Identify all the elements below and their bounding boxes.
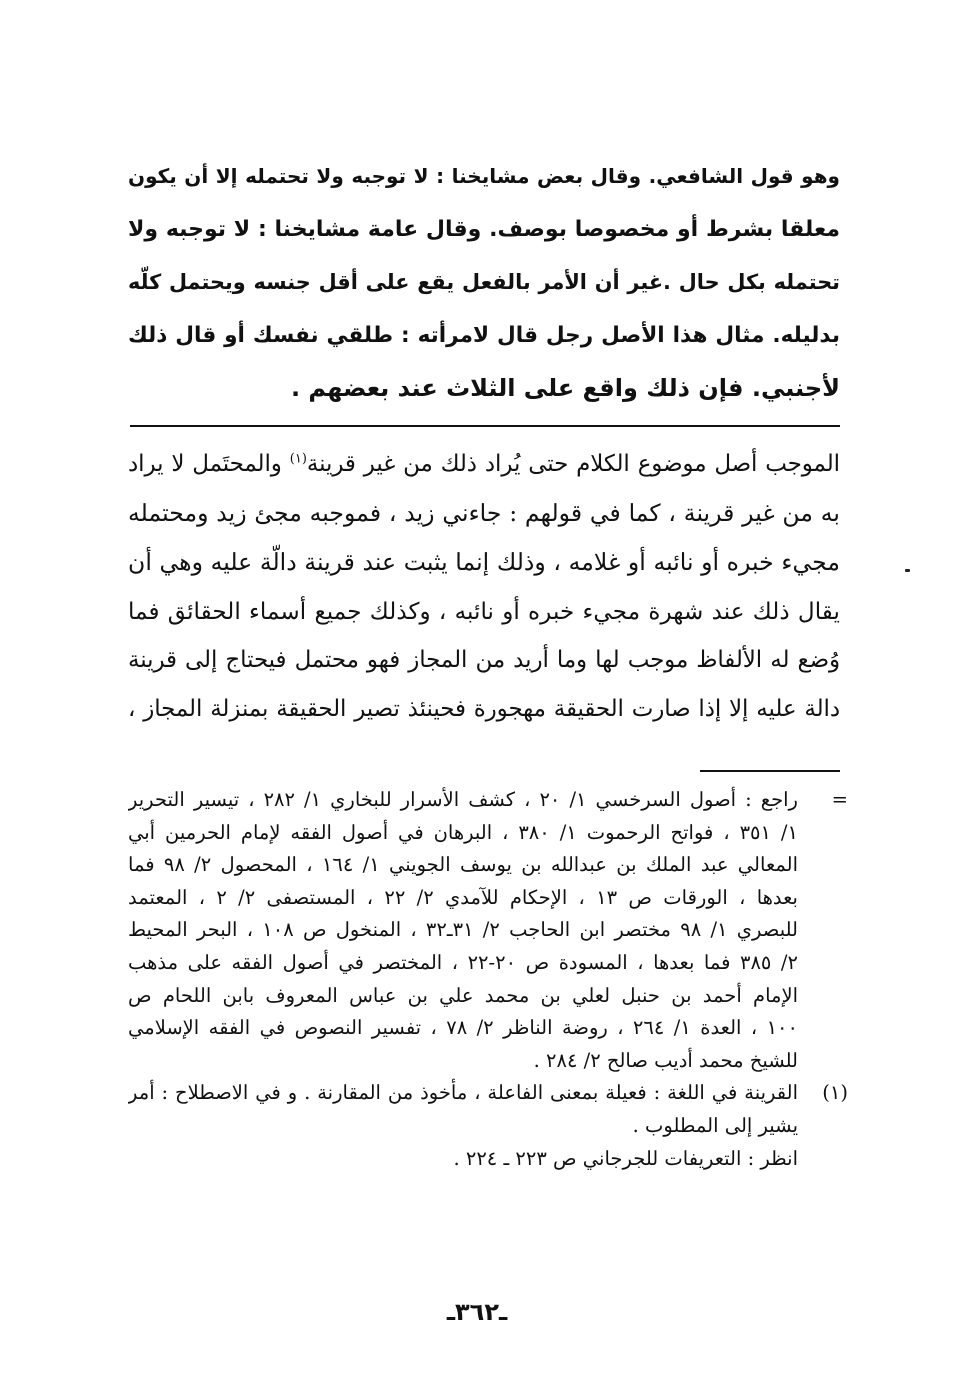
footnote-reference: (١) xyxy=(289,451,307,467)
section-divider xyxy=(130,425,840,427)
main-text-line: تحتمله بكل حال .غير أن الأمر بالفعل يقع على أقل جنسه ويحتمل كلّه xyxy=(128,270,840,294)
footnote-number: (١) xyxy=(822,1081,848,1105)
footnote-line: الإمام أحمد بن حنبل لعلي بن محمد علي بن عباس المعروف بابن اللحام ص xyxy=(128,983,798,1007)
footnote-line: بعدها ، الورقات ص ١٣ ، الإحكام للآمدي ٢/ ٢٢ ، المستصفى ٢/ ٢ ، المعتمد xyxy=(128,885,798,909)
commentary-line-start: الموجب أصل موضوع الكلام حتى يُراد ذلك من غير قرينة xyxy=(306,451,840,477)
commentary-line: يقال ذلك عند شهرة مجيء خبره أو نائبه ، وكذلك جميع أسماء الحقائق فما xyxy=(128,598,840,625)
footnote-line: للبصري ١/ ٩٨ مختصر ابن الحاجب ٢/ ٣١ـ٣٢ ، المنخول ص ١٠٨ ، البحر المحيط xyxy=(128,918,798,942)
footnote-line: انظر : التعريفات للجرجاني ص ٢٢٣ ـ ٢٢٤ . xyxy=(453,1146,798,1170)
footnote-line: ١/ ٣٥١ ، فواتح الرحموت ١/ ٣٨٠ ، البرهان في أصول الفقه لإمام الحرمين أبي xyxy=(128,820,798,844)
commentary-line: مجيء خبره أو نائبه أو غلامه ، وذلك إنما يثبت عند قرينة دالّة عليه وهي أن xyxy=(128,548,840,576)
margin-mark xyxy=(905,569,910,572)
footnote-line: للشيخ محمد أديب صالح ٢/ ٢٨٤ . xyxy=(533,1048,798,1072)
footnote-continuation xyxy=(128,784,848,1077)
main-text-line: وهو قول الشافعي. وقال بعض مشايخنا : لا توجبه ولا تحتمله إلا أن يكون xyxy=(128,164,840,188)
footnote-line: القرينة في اللغة : فعيلة بمعنى الفاعلة ، مأخوذ من المقارنة . و في الاصطلاح : أمر xyxy=(128,1081,798,1105)
footnote-line: راجع : أصول السرخسي ١/ ٢٠ ، كشف الأسرار للبخاري ١/ ٢٨٢ ، تيسير التحرير xyxy=(128,788,798,811)
commentary-line: دالة عليه إلا إذا صارت الحقيقة مهجورة فحينئذ تصير الحقيقة بمنزلة المجاز ، xyxy=(128,696,840,722)
footnote-line: ٢/ ٣٨٥ فما بعدها ، المسودة ص ٢٠-٢٢ ، المختصر في أصول الفقه على مذهب xyxy=(128,950,798,974)
commentary-line xyxy=(128,440,840,489)
commentary-line-end: والمحتَمل لا يراد xyxy=(128,451,290,477)
main-text-line: بدليله. مثال هذا الأصل رجل قال لامرأته : طلقي نفسك أو قال ذلك xyxy=(128,323,840,348)
footnote-1 xyxy=(128,1077,848,1175)
continuation-marker: = xyxy=(831,788,848,811)
footnote-line: المعالي عبد الملك بن عبدالله بن يوسف الجويني ١/ ١٦٤ ، المحصول ٢/ ٩٨ فما xyxy=(128,853,798,877)
main-text-line: لأجنبي. فإن ذلك واقع على الثلاث عند بعضهم . xyxy=(290,374,840,402)
footnote-divider xyxy=(700,770,840,772)
page-number: ـ٣٦٢ـ xyxy=(446,1298,508,1326)
commentary-line: به من غير قرينة ، كما في قولهم : جاءني زيد ، فموجبه مجئ زيد ومحتمله xyxy=(128,499,840,527)
main-text xyxy=(128,150,840,415)
commentary-line: وُضع له الألفاظ موجب لها وما أريد من المجاز فهو محتمل فيحتاج إلى قرينة xyxy=(128,647,840,673)
commentary-text xyxy=(128,440,840,734)
footnotes xyxy=(128,784,848,1175)
footnote-line: ١٠٠ ، العدة ١/ ٢٦٤ ، روضة الناظر ٢/ ٧٨ ، تفسير النصوص في الفقه الإسلامي xyxy=(128,1016,798,1040)
footnote-line: يشير إلى المطلوب . xyxy=(632,1113,798,1137)
main-text-line: معلقا بشرط أو مخصوصا بوصف. وقال عامة مشايخنا : لا توجبه ولا xyxy=(128,217,840,242)
